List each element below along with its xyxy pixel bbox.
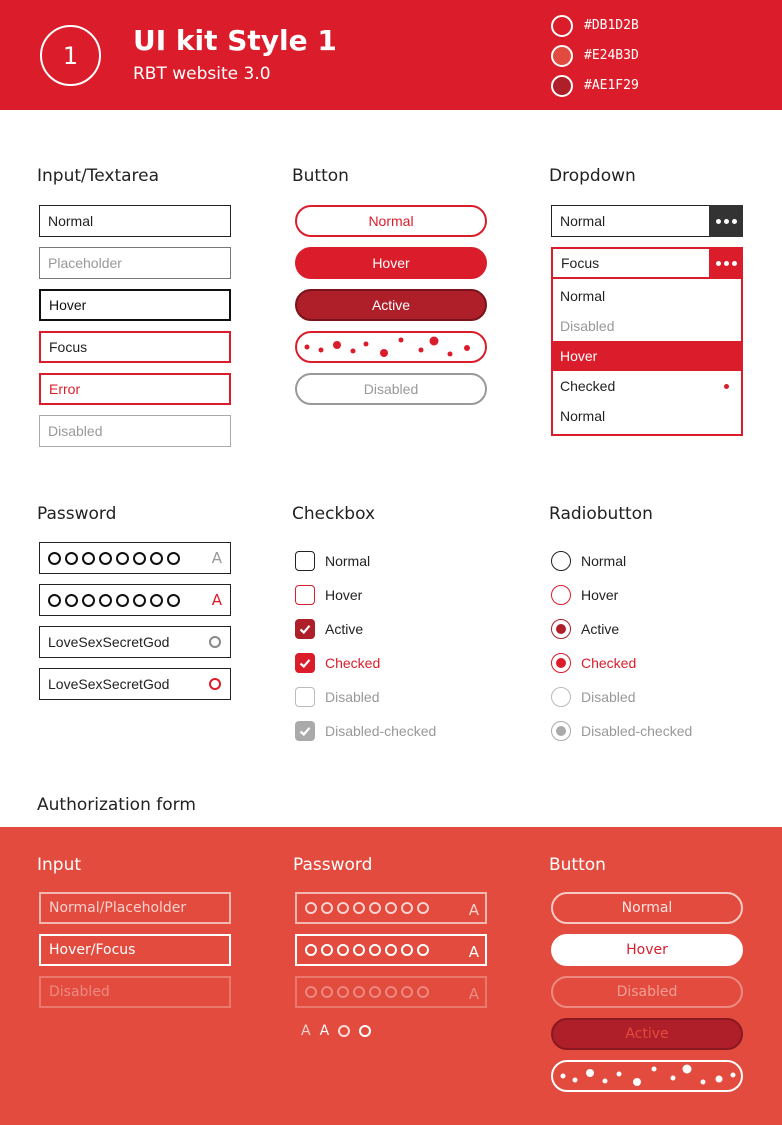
color-swatch-dark xyxy=(551,75,573,97)
radio-disabled-checked xyxy=(551,721,692,741)
hide-password-icon[interactable] xyxy=(209,636,221,648)
checkmark-icon xyxy=(298,622,312,636)
auth-button-hover[interactable]: Hover xyxy=(551,934,743,966)
checkbox-box[interactable] xyxy=(295,551,315,571)
page-subtitle: RBT website 3.0 xyxy=(133,64,271,84)
color-swatch-primary xyxy=(551,15,573,37)
dropdown-options-list xyxy=(551,279,743,436)
checkbox-checked[interactable] xyxy=(295,653,380,673)
password-section-title: Password xyxy=(37,504,117,524)
radio-label: Normal xyxy=(581,553,627,569)
auth-button-title: Button xyxy=(549,855,606,875)
button-normal[interactable]: Normal xyxy=(295,205,487,237)
style-number-badge: 1 xyxy=(40,25,101,86)
dropdown-option-hover[interactable]: Hover xyxy=(553,341,741,371)
button-section-title: Button xyxy=(292,166,349,186)
checkmark-icon xyxy=(298,724,312,738)
password-visible-value: LoveSexSecretGod xyxy=(48,634,170,650)
radio-disabled xyxy=(551,687,635,707)
dropdown-option-checked-label: Checked xyxy=(560,378,616,394)
more-dots-icon[interactable] xyxy=(709,247,743,279)
selected-dot-icon xyxy=(724,384,729,389)
checkbox-label: Active xyxy=(325,621,364,637)
radio-circle xyxy=(551,687,571,707)
radio-label: Disabled xyxy=(581,689,636,705)
show-password-icon: A xyxy=(319,1023,330,1039)
page-title: UI kit Style 1 xyxy=(133,24,337,57)
dropdown-option-normal-2[interactable]: Normal xyxy=(560,408,606,424)
radio-label: Active xyxy=(581,621,620,637)
dropdown-normal[interactable] xyxy=(551,205,743,237)
password-mask xyxy=(305,902,429,914)
password-visible-hover[interactable] xyxy=(39,668,231,700)
auth-section-title: Authorization form xyxy=(37,795,196,815)
checkbox-box xyxy=(295,721,315,741)
password-visible-normal[interactable] xyxy=(39,626,231,658)
show-password-icon[interactable]: A xyxy=(468,901,479,919)
checkbox-label: Disabled xyxy=(325,689,380,705)
auth-input-normal[interactable]: Normal/Placeholder xyxy=(39,892,231,924)
show-password-icon[interactable]: A xyxy=(468,943,479,961)
password-mask xyxy=(305,944,429,956)
input-section-title: Input/Textarea xyxy=(37,166,160,186)
dropdown-focus-value: Focus xyxy=(561,255,600,271)
page-header xyxy=(0,0,782,110)
checkbox-label: Hover xyxy=(325,587,363,603)
password-mask xyxy=(305,986,429,998)
input-normal[interactable]: Normal xyxy=(39,205,231,237)
auth-password-title: Password xyxy=(293,855,373,875)
loading-dots-icon xyxy=(297,333,485,361)
dropdown-option-disabled: Disabled xyxy=(560,318,615,334)
button-loading[interactable] xyxy=(295,331,487,363)
radio-checked[interactable] xyxy=(551,653,636,673)
hide-password-icon[interactable] xyxy=(209,678,221,690)
auth-password-disabled xyxy=(295,976,487,1008)
color-swatch-primary-label: #DB1D2B xyxy=(584,18,639,33)
color-swatch-secondary-label: #E24B3D xyxy=(584,48,639,63)
checkbox-box[interactable] xyxy=(295,619,315,639)
dropdown-section-title: Dropdown xyxy=(549,166,636,186)
loading-dots-icon xyxy=(553,1062,741,1090)
button-active[interactable]: Active xyxy=(295,289,487,321)
checkbox-box xyxy=(295,687,315,707)
checkbox-normal[interactable] xyxy=(295,551,370,571)
button-disabled: Disabled xyxy=(295,373,487,405)
dropdown-focus[interactable] xyxy=(551,247,743,279)
checkbox-box[interactable] xyxy=(295,653,315,673)
auth-button-disabled: Disabled xyxy=(551,976,743,1008)
radio-circle[interactable] xyxy=(551,619,571,639)
auth-input-hover[interactable]: Hover/Focus xyxy=(39,934,231,966)
radio-circle[interactable] xyxy=(551,653,571,673)
input-error[interactable]: Error xyxy=(39,373,231,405)
checkbox-label: Normal xyxy=(325,553,371,569)
radio-circle[interactable] xyxy=(551,585,571,605)
input-focus[interactable]: Focus xyxy=(39,331,231,363)
radio-normal[interactable] xyxy=(551,551,626,571)
radiobutton-section-title: Radiobutton xyxy=(549,504,653,524)
checkbox-section-title: Checkbox xyxy=(292,504,376,524)
show-password-icon[interactable]: A xyxy=(211,591,222,609)
dropdown-option-checked[interactable] xyxy=(553,371,741,401)
password-mask xyxy=(48,594,180,607)
color-swatch-secondary xyxy=(551,45,573,67)
checkbox-hover[interactable] xyxy=(295,585,362,605)
checkbox-active[interactable] xyxy=(295,619,363,639)
dropdown-option-normal[interactable]: Normal xyxy=(560,288,606,304)
checkbox-disabled xyxy=(295,687,379,707)
checkbox-disabled-checked xyxy=(295,721,436,741)
checkbox-label: Checked xyxy=(325,655,381,671)
auth-button-normal[interactable]: Normal xyxy=(551,892,743,924)
password-hidden-hover[interactable] xyxy=(39,584,231,616)
radio-label: Checked xyxy=(581,655,637,671)
radio-circle xyxy=(551,721,571,741)
more-dots-icon[interactable] xyxy=(709,205,743,237)
auth-password-normal[interactable] xyxy=(295,892,487,924)
input-hover[interactable]: Hover xyxy=(39,289,231,321)
checkmark-icon xyxy=(298,656,312,670)
show-password-icon[interactable]: A xyxy=(211,549,222,567)
radio-label: Hover xyxy=(581,587,619,603)
auth-input-title: Input xyxy=(37,855,82,875)
password-toggle-legend xyxy=(301,1023,371,1039)
checkbox-label: Disabled-checked xyxy=(325,723,437,739)
auth-input-disabled: Disabled xyxy=(39,976,231,1008)
input-disabled: Disabled xyxy=(39,415,231,447)
button-hover[interactable]: Hover xyxy=(295,247,487,279)
input-placeholder[interactable]: Placeholder xyxy=(39,247,231,279)
radio-active[interactable] xyxy=(551,619,619,639)
show-password-icon: A xyxy=(301,1023,311,1039)
password-mask xyxy=(48,552,180,565)
checkbox-box[interactable] xyxy=(295,585,315,605)
show-password-icon: A xyxy=(468,985,479,1003)
auth-password-hover[interactable] xyxy=(295,934,487,966)
password-hidden-normal[interactable] xyxy=(39,542,231,574)
auth-button-loading[interactable] xyxy=(551,1060,743,1092)
auth-button-active[interactable]: Active xyxy=(551,1018,743,1050)
radio-hover[interactable] xyxy=(551,585,618,605)
radio-circle[interactable] xyxy=(551,551,571,571)
dropdown-normal-value: Normal xyxy=(560,213,606,229)
hide-password-icon xyxy=(359,1025,371,1037)
password-visible-value: LoveSexSecretGod xyxy=(48,676,170,692)
radio-label: Disabled-checked xyxy=(581,723,693,739)
hide-password-icon xyxy=(338,1025,350,1037)
color-swatch-dark-label: #AE1F29 xyxy=(584,78,639,93)
